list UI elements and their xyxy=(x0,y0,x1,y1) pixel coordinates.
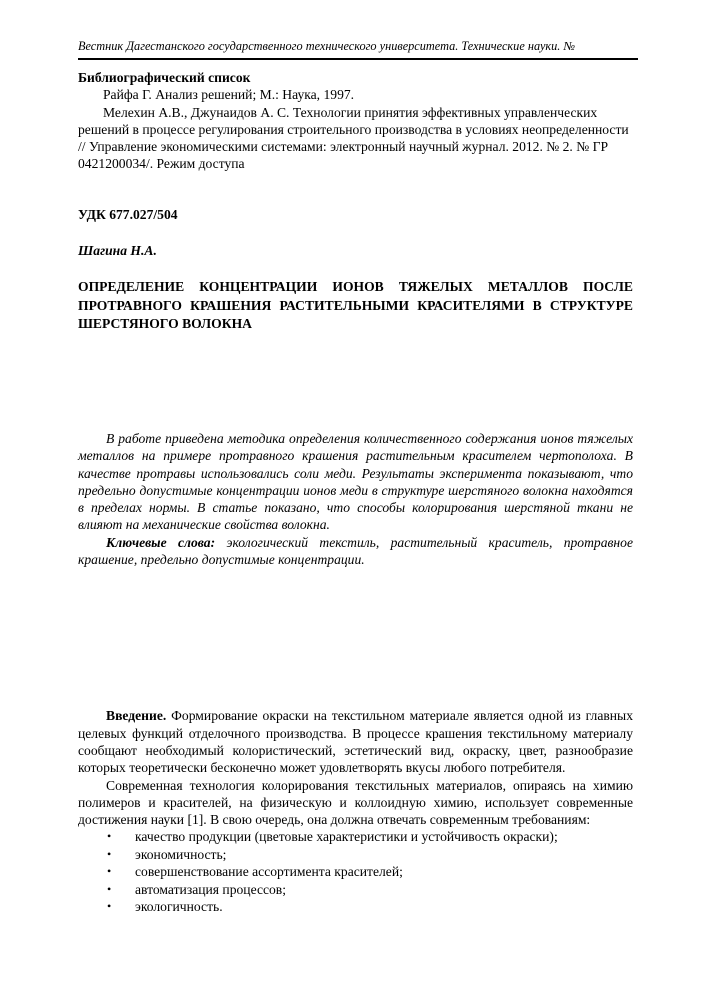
bibliography-reference-1: Райфа Г. Анализ решений; М.: Наука, 1997. xyxy=(103,87,355,103)
introduction-paragraph xyxy=(78,707,633,776)
list-item xyxy=(78,881,633,899)
keywords-label: Ключевые слова: xyxy=(106,534,216,550)
bibliography-heading: Библиографический список xyxy=(78,70,251,85)
header-rule xyxy=(78,58,638,60)
list-item xyxy=(78,846,633,864)
list-item xyxy=(78,863,633,881)
requirement-text: автоматизация процессов; xyxy=(135,881,286,897)
keywords-line xyxy=(78,534,633,569)
bullet-icon: • xyxy=(107,864,112,879)
bullet-icon: • xyxy=(107,846,112,861)
requirements-list xyxy=(78,828,633,916)
list-item xyxy=(78,898,633,916)
list-item xyxy=(78,828,633,846)
udc-code: УДК 677.027/504 xyxy=(78,206,178,222)
requirement-text: экономичность; xyxy=(135,846,227,862)
bullet-icon: • xyxy=(107,829,112,844)
article-abstract: В работе приведена методика определения количественного содержания ионов тяжелых металлов на примере протравного крашения растительным красителем чертополоха. В качестве протравы использовались соли меди. Результаты эксперимента показывают, что предельно допустимые концентрации ионов меди в структуре шерстяного волокна находятся в пределах нормы. В статье показано, что способы колорирования шерстяной ткани не влияют на механические свойства волокна. xyxy=(78,430,633,533)
requirement-text: экологичность. xyxy=(135,899,223,915)
introduction-label: Введение. xyxy=(106,708,167,724)
bullet-icon: • xyxy=(107,881,112,896)
keywords-text: экологический текстиль, растительный краситель, протравное крашение, предельно допустимые концентрации. xyxy=(78,534,633,568)
journal-running-header: Вестник Дагестанского государственного технического университета. Технические науки. № xyxy=(78,39,576,53)
bibliography-reference-2: Мелехин А.В., Джунаидов А. С. Технологии принятия эффективных управленческих решений в процессе регулирования строительного производства в условиях неопределенности // Управление экономическими системами: электронный научный журнал. 2012. № 2. № ГР 0421200034/. Режим доступа xyxy=(78,104,629,172)
requirement-text: качество продукции (цветовые характеристики и устойчивость окраски); xyxy=(135,829,558,845)
article-title: ОПРЕДЕЛЕНИЕ КОНЦЕНТРАЦИИ ИОНОВ ТЯЖЕЛЫХ МЕТАЛЛОВ ПОСЛЕ ПРОТРАВНОГО КРАШЕНИЯ РАСТИТЕЛЬНЫМИ КРАСИТЕЛЯМИ В СТРУКТУРЕ ШЕРСТЯНОГО ВОЛОКНА xyxy=(78,279,633,331)
bullet-icon: • xyxy=(107,899,112,914)
technology-paragraph: Современная технология колорирования текстильных материалов, опираясь на химию полимеров и красителей, на физическую и коллоидную химию, использует современные достижения науки [1]. В свою очередь, она должна отвечать современным требованиям: xyxy=(78,777,633,828)
article-author: Шагина Н.А. xyxy=(78,243,157,259)
introduction-text: Формирование окраски на текстильном материале является одной из главных целевых функций отделочного производства. В процессе крашения текстильному материалу сообщают необходимый колористический, эстетический вид, окраску, цвет, разнообразие которых теоретически бесконечно может удовлетворять вкусы любого потребителя. xyxy=(78,708,633,776)
requirement-text: совершенствование ассортимента красителей; xyxy=(135,864,403,880)
